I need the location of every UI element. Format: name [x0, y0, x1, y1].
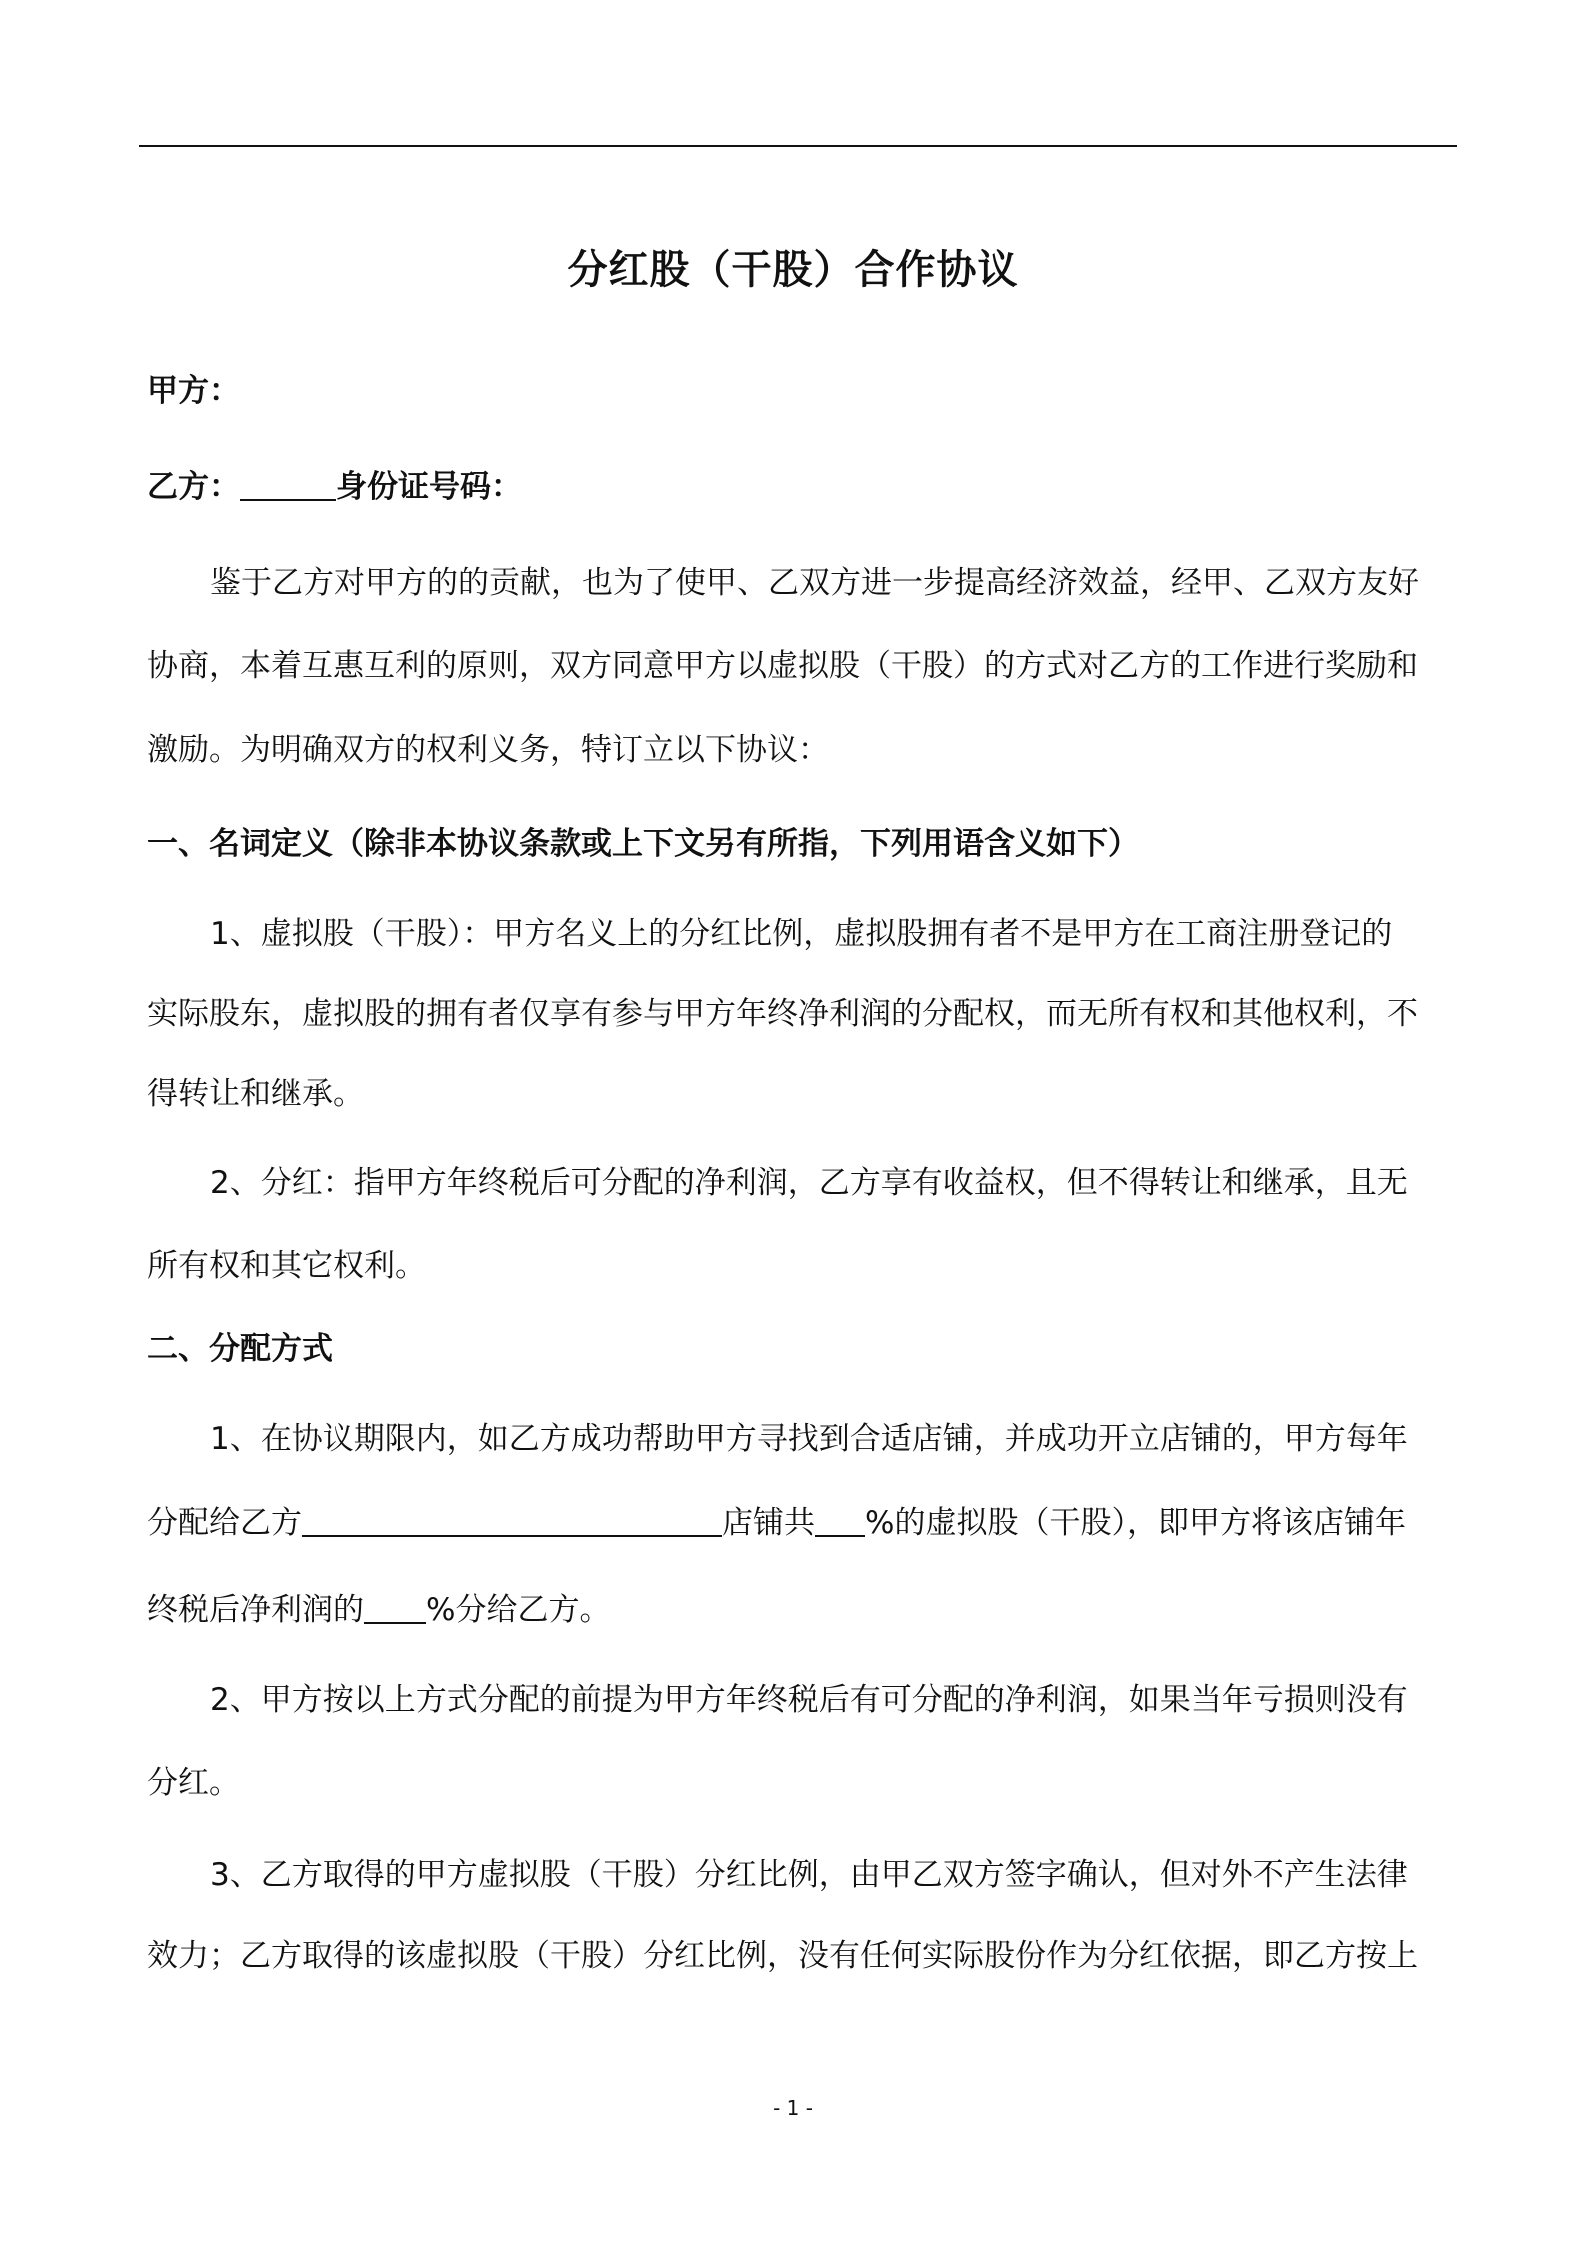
section-2-heading: 二、分配方式	[147, 1331, 333, 1367]
page-number: - 1 -	[773, 2096, 813, 2120]
definition-1-line-2: 实际股东，虚拟股的拥有者仅享有参与甲方年终净利润的分配权，而无所有权和其他权利，不	[147, 996, 1418, 1032]
preamble-line-1: 鉴于乙方对甲方的的贡献，也为了使甲、乙双方进一步提高经济效益，经甲、乙双方友好	[210, 565, 1419, 601]
party-b-name-blank	[240, 469, 336, 501]
party-b-label: 乙方：	[147, 469, 240, 505]
distribution-1-text-e: %分给乙方。	[426, 1592, 611, 1628]
store-name-blank	[302, 1505, 722, 1537]
definition-1-line-1: 1、虚拟股（干股）：甲方名义上的分红比例，虚拟股拥有者不是甲方在工商注册登记的	[210, 916, 1393, 952]
preamble-line-2: 协商，本着互惠互利的原则，双方同意甲方以虚拟股（干股）的方式对乙方的工作进行奖励和	[147, 648, 1418, 684]
profit-percent-blank	[364, 1592, 426, 1624]
party-b-id-label: 身份证号码：	[336, 469, 522, 505]
distribution-1-text-b: 店铺共	[722, 1505, 815, 1541]
distribution-1-text-d: 终税后净利润的	[147, 1592, 364, 1628]
distribution-1-text-c: %的虚拟股（干股），即甲方将该店铺年	[865, 1505, 1406, 1541]
preamble-line-3: 激励。为明确双方的权利义务，特订立以下协议：	[147, 732, 829, 768]
distribution-2-line-1: 2、甲方按以上方式分配的前提为甲方年终税后有可分配的净利润，如果当年亏损则没有	[210, 1682, 1408, 1718]
party-a-label: 甲方：	[147, 373, 240, 409]
distribution-2-line-2: 分红。	[147, 1765, 240, 1801]
definition-2-line-2: 所有权和其它权利。	[147, 1248, 426, 1284]
section-1-heading: 一、名词定义（除非本协议条款或上下文另有所指，下列用语含义如下）	[147, 826, 1139, 862]
header-rule	[139, 145, 1457, 147]
document-title: 分红股（干股）合作协议	[567, 247, 1019, 293]
distribution-1-line-1: 1、在协议期限内，如乙方成功帮助甲方寻找到合适店铺，并成功开立店铺的，甲方每年	[210, 1421, 1408, 1457]
definition-2-line-1: 2、分红：指甲方年终税后可分配的净利润，乙方享有收益权，但不得转让和继承，且无	[210, 1165, 1408, 1201]
distribution-3-line-2: 效力；乙方取得的该虚拟股（干股）分红比例，没有任何实际股份作为分红依据，即乙方按上	[147, 1938, 1418, 1974]
definition-1-line-3: 得转让和继承。	[147, 1076, 364, 1112]
distribution-3-line-1: 3、乙方取得的甲方虚拟股（干股）分红比例，由甲乙双方签字确认，但对外不产生法律	[210, 1857, 1408, 1893]
party-b-line	[147, 461, 522, 506]
distribution-1-line-2	[147, 1497, 1406, 1542]
share-percent-blank	[815, 1505, 865, 1537]
distribution-1-text-a: 分配给乙方	[147, 1505, 302, 1541]
distribution-1-line-3	[147, 1584, 610, 1629]
